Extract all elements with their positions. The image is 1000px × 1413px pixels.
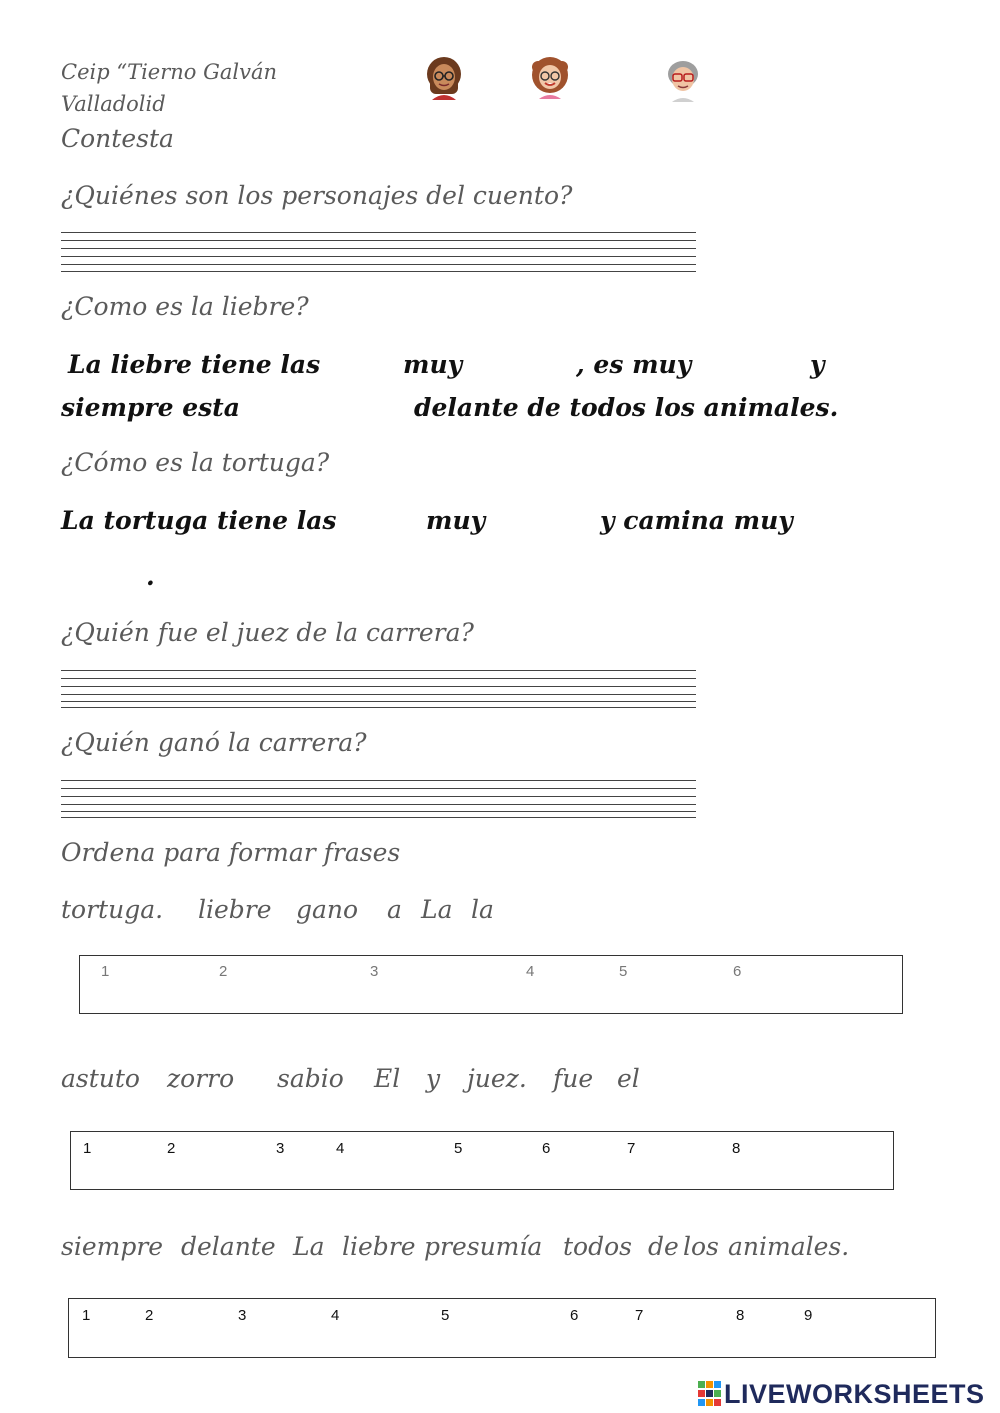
word-tile: los	[683, 1232, 719, 1261]
tortoise-sentence-part1: La tortuga tiene las	[61, 506, 337, 535]
word-tile: y	[426, 1064, 441, 1093]
instruction-title: Contesta	[61, 124, 174, 153]
slot-number: 3	[370, 963, 379, 980]
liveworksheets-logo-icon	[698, 1381, 722, 1407]
word-tile: astuto	[61, 1064, 140, 1093]
slot-number: 3	[276, 1140, 285, 1157]
answer-lines-characters[interactable]	[61, 232, 696, 274]
slot-number: 2	[145, 1307, 154, 1324]
word-tile: liebre	[198, 895, 272, 924]
question-hare: ¿Como es la liebre?	[61, 292, 309, 321]
city-name: Valladolid	[61, 92, 166, 116]
word-tile: sabio	[277, 1064, 344, 1093]
word-tile: liebre	[342, 1232, 416, 1261]
order-answer-box-2[interactable]	[70, 1131, 894, 1190]
order-answer-box-1[interactable]	[79, 955, 903, 1014]
school-name: Ceip “Tierno Galván	[61, 60, 278, 84]
answer-lines-winner[interactable]	[61, 780, 696, 820]
teacher-avatar-1	[424, 56, 464, 100]
slot-number: 5	[619, 963, 628, 980]
word-tile: zorro	[167, 1064, 235, 1093]
word-tile: gano	[296, 895, 359, 924]
slot-number: 4	[526, 963, 535, 980]
order-answer-box-3[interactable]	[68, 1298, 936, 1358]
word-tile: juez.	[467, 1064, 527, 1093]
word-tile: La	[421, 895, 453, 924]
teacher-avatar-3	[663, 58, 703, 102]
word-tile: el	[617, 1064, 640, 1093]
word-tile: El	[374, 1064, 401, 1093]
slot-number: 6	[733, 963, 742, 980]
slot-number: 3	[238, 1307, 247, 1324]
question-winner: ¿Quién ganó la carrera?	[61, 728, 367, 757]
question-tortoise: ¿Cómo es la tortuga?	[61, 448, 330, 477]
slot-number: 5	[441, 1307, 450, 1324]
tortoise-sentence-part3: y camina muy	[600, 506, 793, 535]
hare-sentence-part6: delante de todos los animales.	[414, 393, 839, 422]
slot-number: 2	[219, 963, 228, 980]
slot-number: 2	[167, 1140, 176, 1157]
slot-number: 7	[635, 1307, 644, 1324]
order-section-title: Ordena para formar frases	[61, 838, 401, 867]
slot-number: 1	[101, 963, 110, 980]
word-tile: la	[471, 895, 494, 924]
word-tile: todos	[563, 1232, 632, 1261]
slot-number: 6	[542, 1140, 551, 1157]
hare-sentence-part5: siempre esta	[61, 393, 240, 422]
word-tile: delante	[181, 1232, 276, 1261]
tortoise-sentence-part4: .	[146, 562, 155, 591]
hare-sentence-part3: , es muy	[576, 350, 692, 379]
slot-number: 8	[732, 1140, 741, 1157]
slot-number: 9	[804, 1307, 813, 1324]
slot-number: 6	[570, 1307, 579, 1324]
slot-number: 8	[736, 1307, 745, 1324]
hare-sentence-part4: y	[810, 350, 825, 379]
slot-number: 7	[627, 1140, 636, 1157]
word-tile: siempre	[61, 1232, 164, 1261]
word-tile: presumía	[424, 1232, 543, 1261]
liveworksheets-logo[interactable]	[698, 1378, 985, 1410]
tortoise-sentence-part2: muy	[426, 506, 486, 535]
slot-number: 1	[83, 1140, 92, 1157]
slot-number: 4	[331, 1307, 340, 1324]
word-tile: de	[648, 1232, 679, 1261]
word-tile: a	[387, 895, 402, 924]
slot-number: 4	[336, 1140, 345, 1157]
brand-name: LIVEWORKSHEETS	[724, 1378, 985, 1409]
answer-lines-judge[interactable]	[61, 670, 696, 710]
slot-number: 1	[82, 1307, 91, 1324]
word-tile: tortuga.	[61, 895, 164, 924]
teacher-avatar-2	[530, 55, 570, 99]
question-characters: ¿Quiénes son los personajes del cuento?	[61, 181, 573, 210]
word-tile: La	[293, 1232, 325, 1261]
slot-number: 5	[454, 1140, 463, 1157]
hare-sentence-part1: La liebre tiene las	[68, 350, 321, 379]
question-judge: ¿Quién fue el juez de la carrera?	[61, 618, 474, 647]
word-tile: animales.	[728, 1232, 850, 1261]
hare-sentence-part2: muy	[403, 350, 463, 379]
word-tile: fue	[553, 1064, 594, 1093]
